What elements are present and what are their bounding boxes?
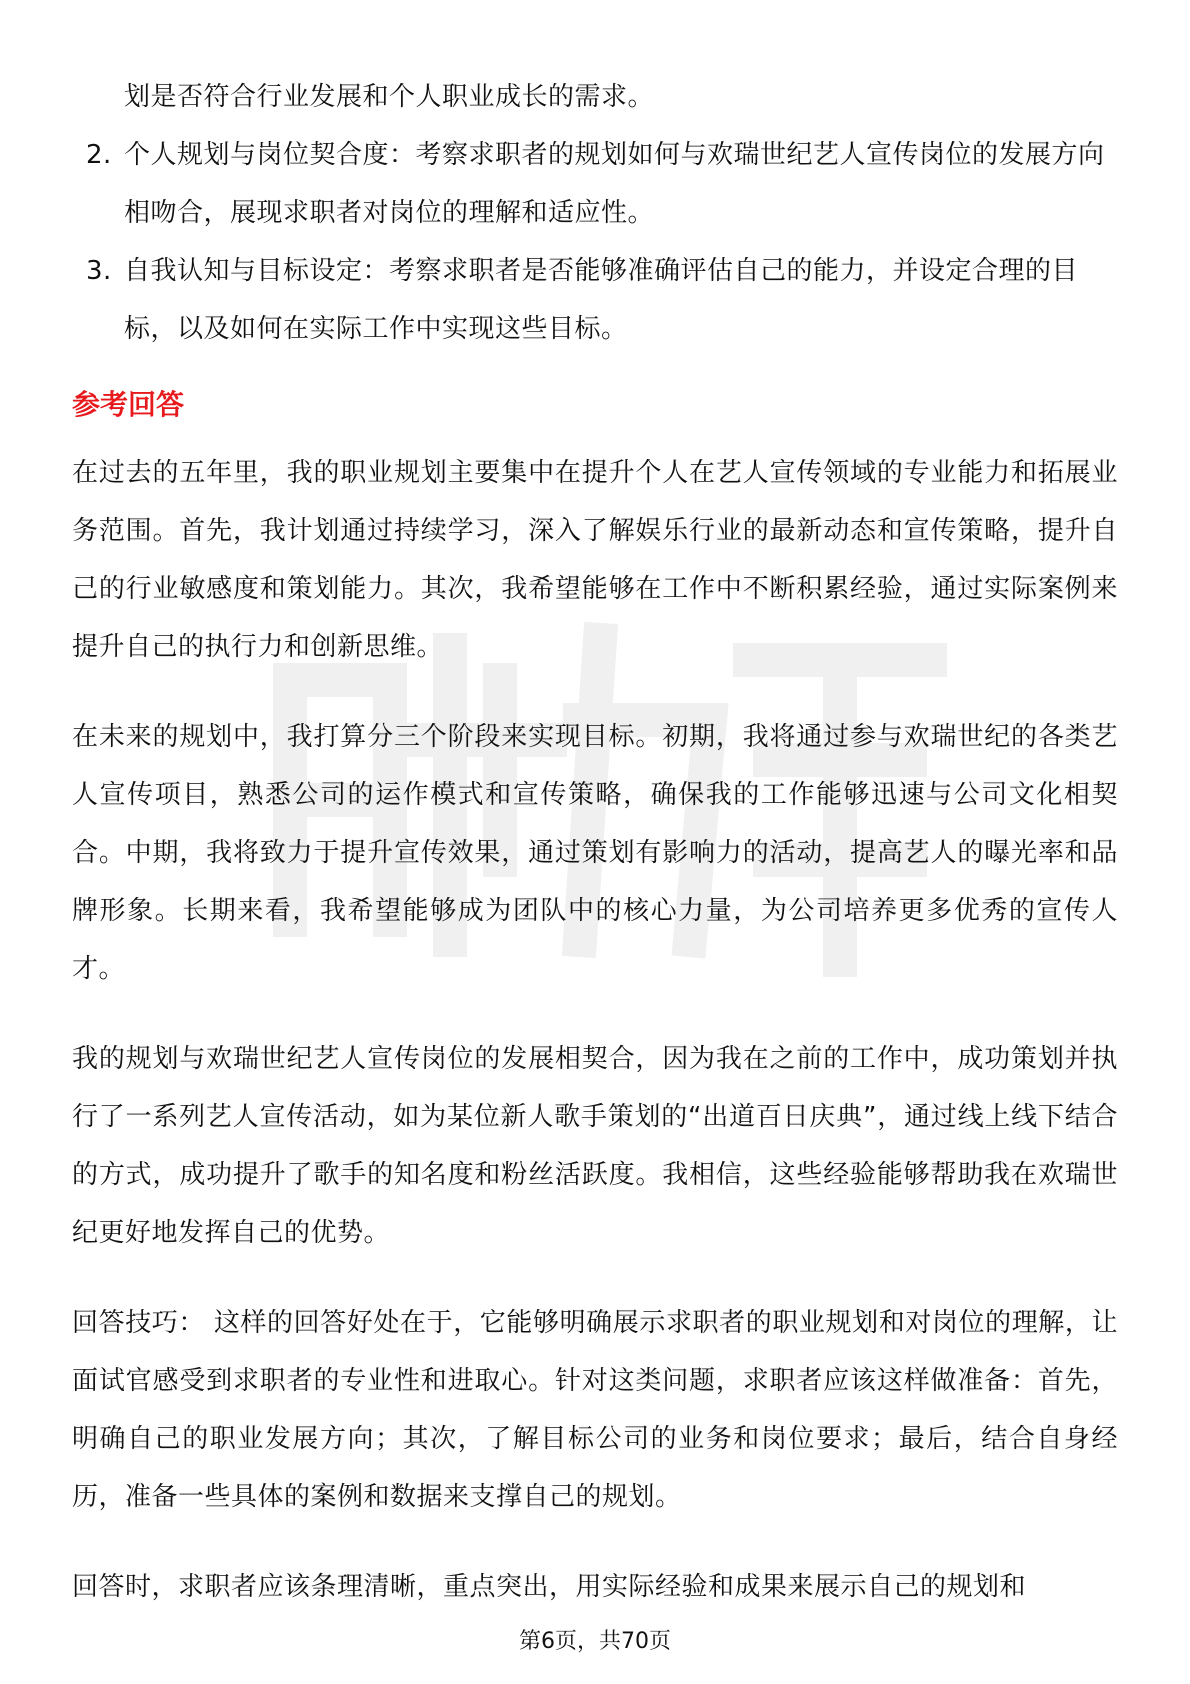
list-item <box>72 242 1118 358</box>
answer-paragraph: 在未来的规划中，我打算分三个阶段来实现目标。初期，我将通过参与欢瑞世纪的各类艺人宣传项目，熟悉公司的运作模式和宣传策略，确保我的工作能够迅速与公司文化相契合。中期，我将致力于提升宣传效果，通过策划有影响力的活动，提高艺人的曝光率和品牌形象。长期来看，我希望能够成为团队中的核心力量，为公司培养更多优秀的宣传人才。 <box>72 722 1118 984</box>
section-heading: 参考回答 <box>72 388 185 421</box>
list-item-number: 3. <box>86 256 112 286</box>
list-item <box>72 126 1118 242</box>
answer-paragraph: 在过去的五年里，我的职业规划主要集中在提升个人在艺人宣传领域的专业能力和拓展业务范围。首先，我计划通过持续学习，深入了解娱乐行业的最新动态和宣传策略，提升自己的行业敏感度和策划能力。其次，我希望能够在工作中不断积累经验，通过实际案例来提升自己的执行力和创新思维。 <box>72 458 1118 662</box>
page-number: 第6页，共70页 <box>519 1629 671 1654</box>
document-body <box>72 68 1118 1648</box>
list-item-text: 个人规划与岗位契合度：考察求职者的规划如何与欢瑞世纪艺人宣传岗位的发展方向相吻合，展现求职者对岗位的理解和适应性。 <box>124 140 1105 228</box>
list-item-continuation: 划是否符合行业发展和个人职业成长的需求。 <box>124 82 655 112</box>
answer-paragraph: 回答时，求职者应该条理清晰，重点突出，用实际经验和成果来展示自己的规划和 <box>72 1572 1027 1602</box>
list-item-text: 自我认知与目标设定：考察求职者是否能够准确评估自己的能力，并设定合理的目标，以及如何在实际工作中实现这些目标。 <box>124 256 1079 344</box>
answer-paragraph: 我的规划与欢瑞世纪艺人宣传岗位的发展相契合，因为我在之前的工作中，成功策划并执行了一系列艺人宣传活动，如为某位新人歌手策划的“出道百日庆典”，通过线上线下结合的方式，成功提升了歌手的知名度和粉丝活跃度。我相信，这些经验能够帮助我在欢瑞世纪更好地发挥自己的优势。 <box>72 1044 1118 1248</box>
list-item-number: 2. <box>86 140 112 170</box>
tips-paragraph: 回答技巧： 这样的回答好处在于，它能够明确展示求职者的职业规划和对岗位的理解，让面试官感受到求职者的专业性和进取心。针对这类问题，求职者应该这样做准备：首先，明确自己的职业发展方向；其次，了解目标公司的业务和岗位要求；最后，结合自身经历，准备一些具体的案例和数据来支撑自己的规划。 <box>72 1308 1118 1512</box>
criteria-list <box>72 126 1118 358</box>
